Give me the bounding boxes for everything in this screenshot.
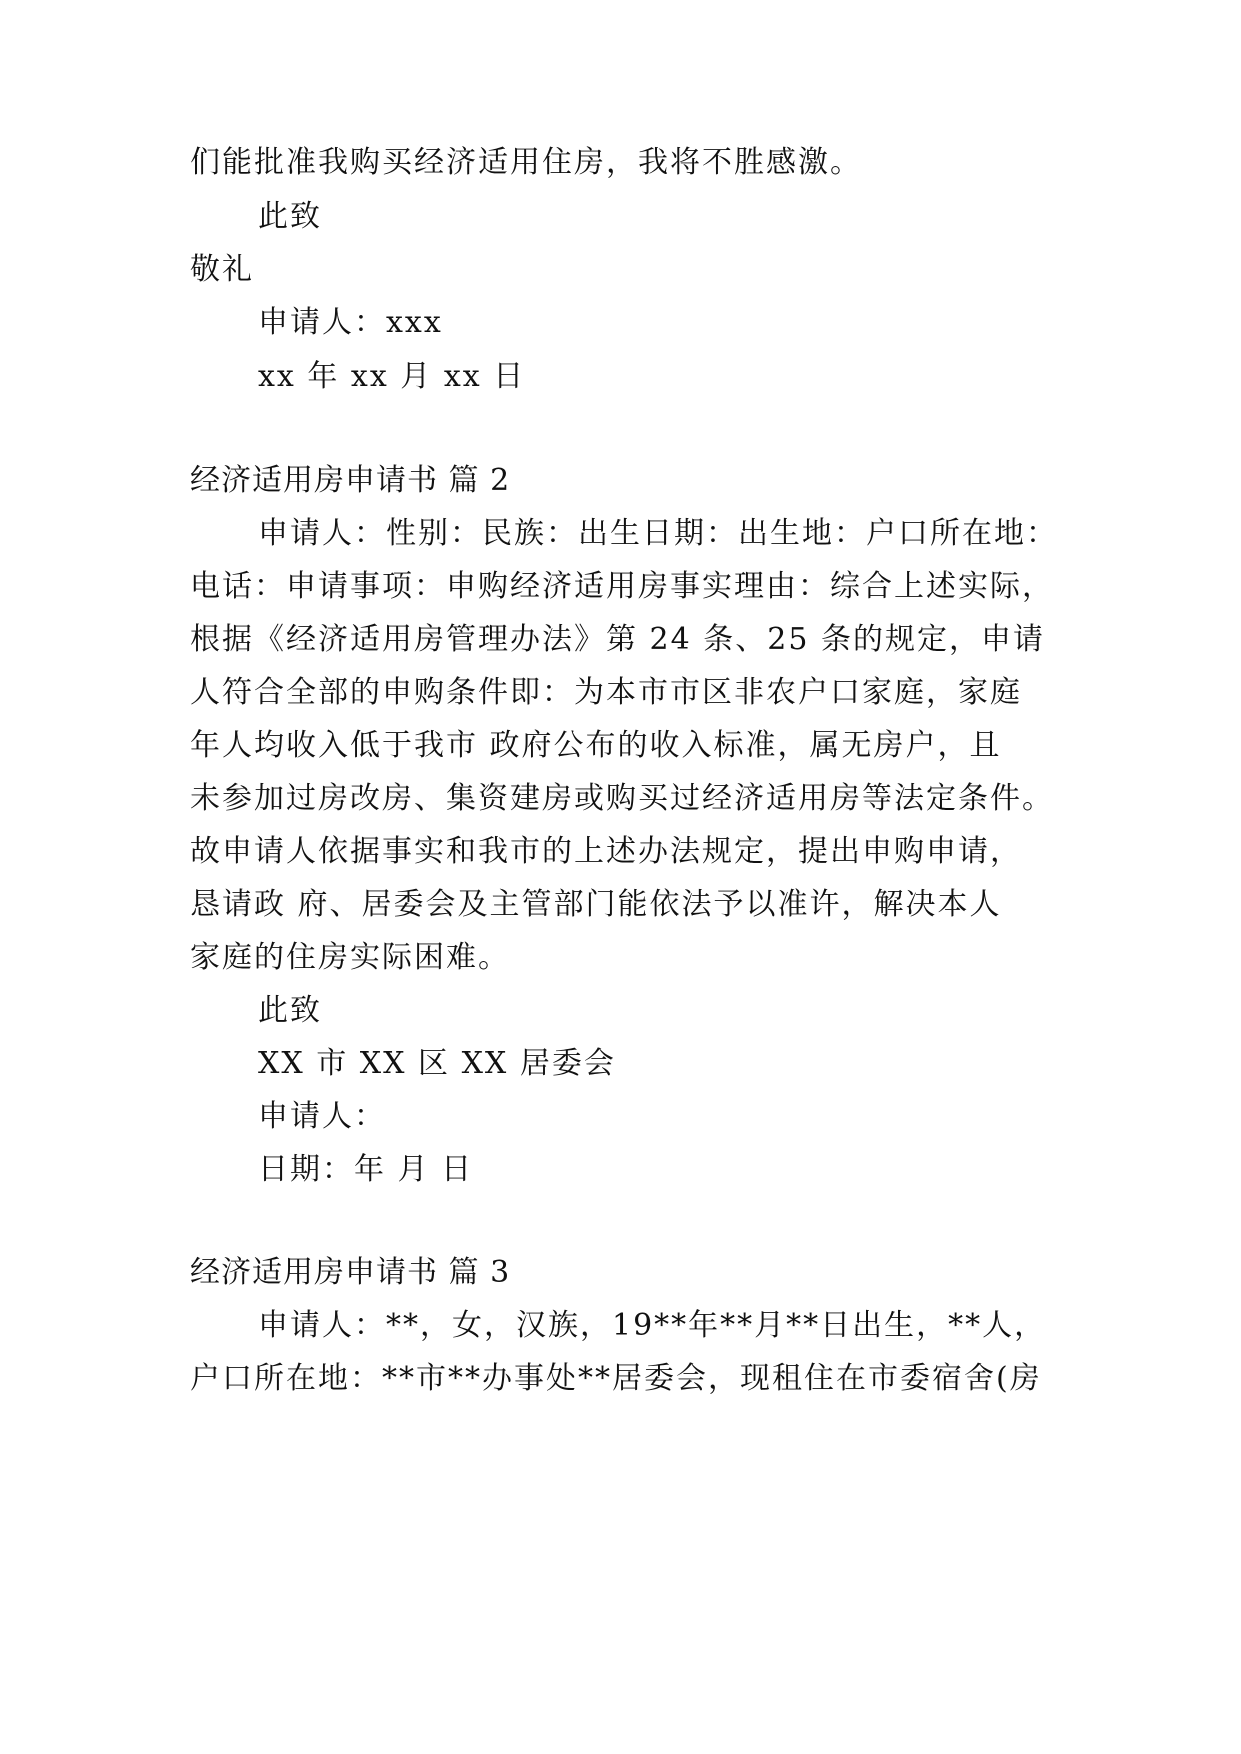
intro-respect: 敬礼 xyxy=(190,252,254,287)
intro-date: xx 年 xx 月 xx 日 xyxy=(258,359,526,394)
section2-para-line: 人符合全部的申购条件即：为本市市区非农户口家庭，家庭 xyxy=(190,675,1022,710)
section2-para-line: 电话：申请事项：申购经济适用房事实理由：综合上述实际， xyxy=(190,569,1054,604)
intro-applicant: 申请人：xxx xyxy=(258,305,443,340)
section2-para-line: 家庭的住房实际困难。 xyxy=(190,940,510,975)
section3-para-line: 申请人：**，女，汉族，19**年**月**日出生，**人， xyxy=(258,1308,1047,1343)
intro-salutation: 此致 xyxy=(258,199,322,234)
section2-para-line: 故申请人依据事实和我市的上述办法规定，提出申购申请， xyxy=(190,834,1022,869)
section2-para-line: 申请人：性别：民族：出生日期：出生地：户口所在地： xyxy=(258,516,1058,551)
section2-para-line: 恳请政 府、居委会及主管部门能依法予以准许，解决本人 xyxy=(190,887,1002,922)
section2-para-line: 未参加过房改房、集资建房或购买过经济适用房等法定条件。 xyxy=(190,781,1054,816)
section2-recipient: XX 市 XX 区 XX 居委会 xyxy=(258,1046,616,1081)
section3-para-line: 户口所在地：**市**办事处**居委会，现租住在市委宿舍(房 xyxy=(190,1361,1042,1396)
section3-title: 经济适用房申请书 篇 3 xyxy=(190,1255,511,1290)
section2-date: 日期：年 月 日 xyxy=(258,1152,474,1187)
intro-closing-line: 们能批准我购买经济适用住房，我将不胜感激。 xyxy=(190,145,862,180)
section2-para-line: 根据《经济适用房管理办法》第 24 条、25 条的规定，申请 xyxy=(190,622,1045,657)
section2-title: 经济适用房申请书 篇 2 xyxy=(190,463,511,498)
section2-para-line: 年人均收入低于我市 政府公布的收入标准，属无房户，且 xyxy=(190,728,1002,763)
section2-salutation: 此致 xyxy=(258,993,322,1028)
section2-applicant: 申请人： xyxy=(258,1099,386,1134)
